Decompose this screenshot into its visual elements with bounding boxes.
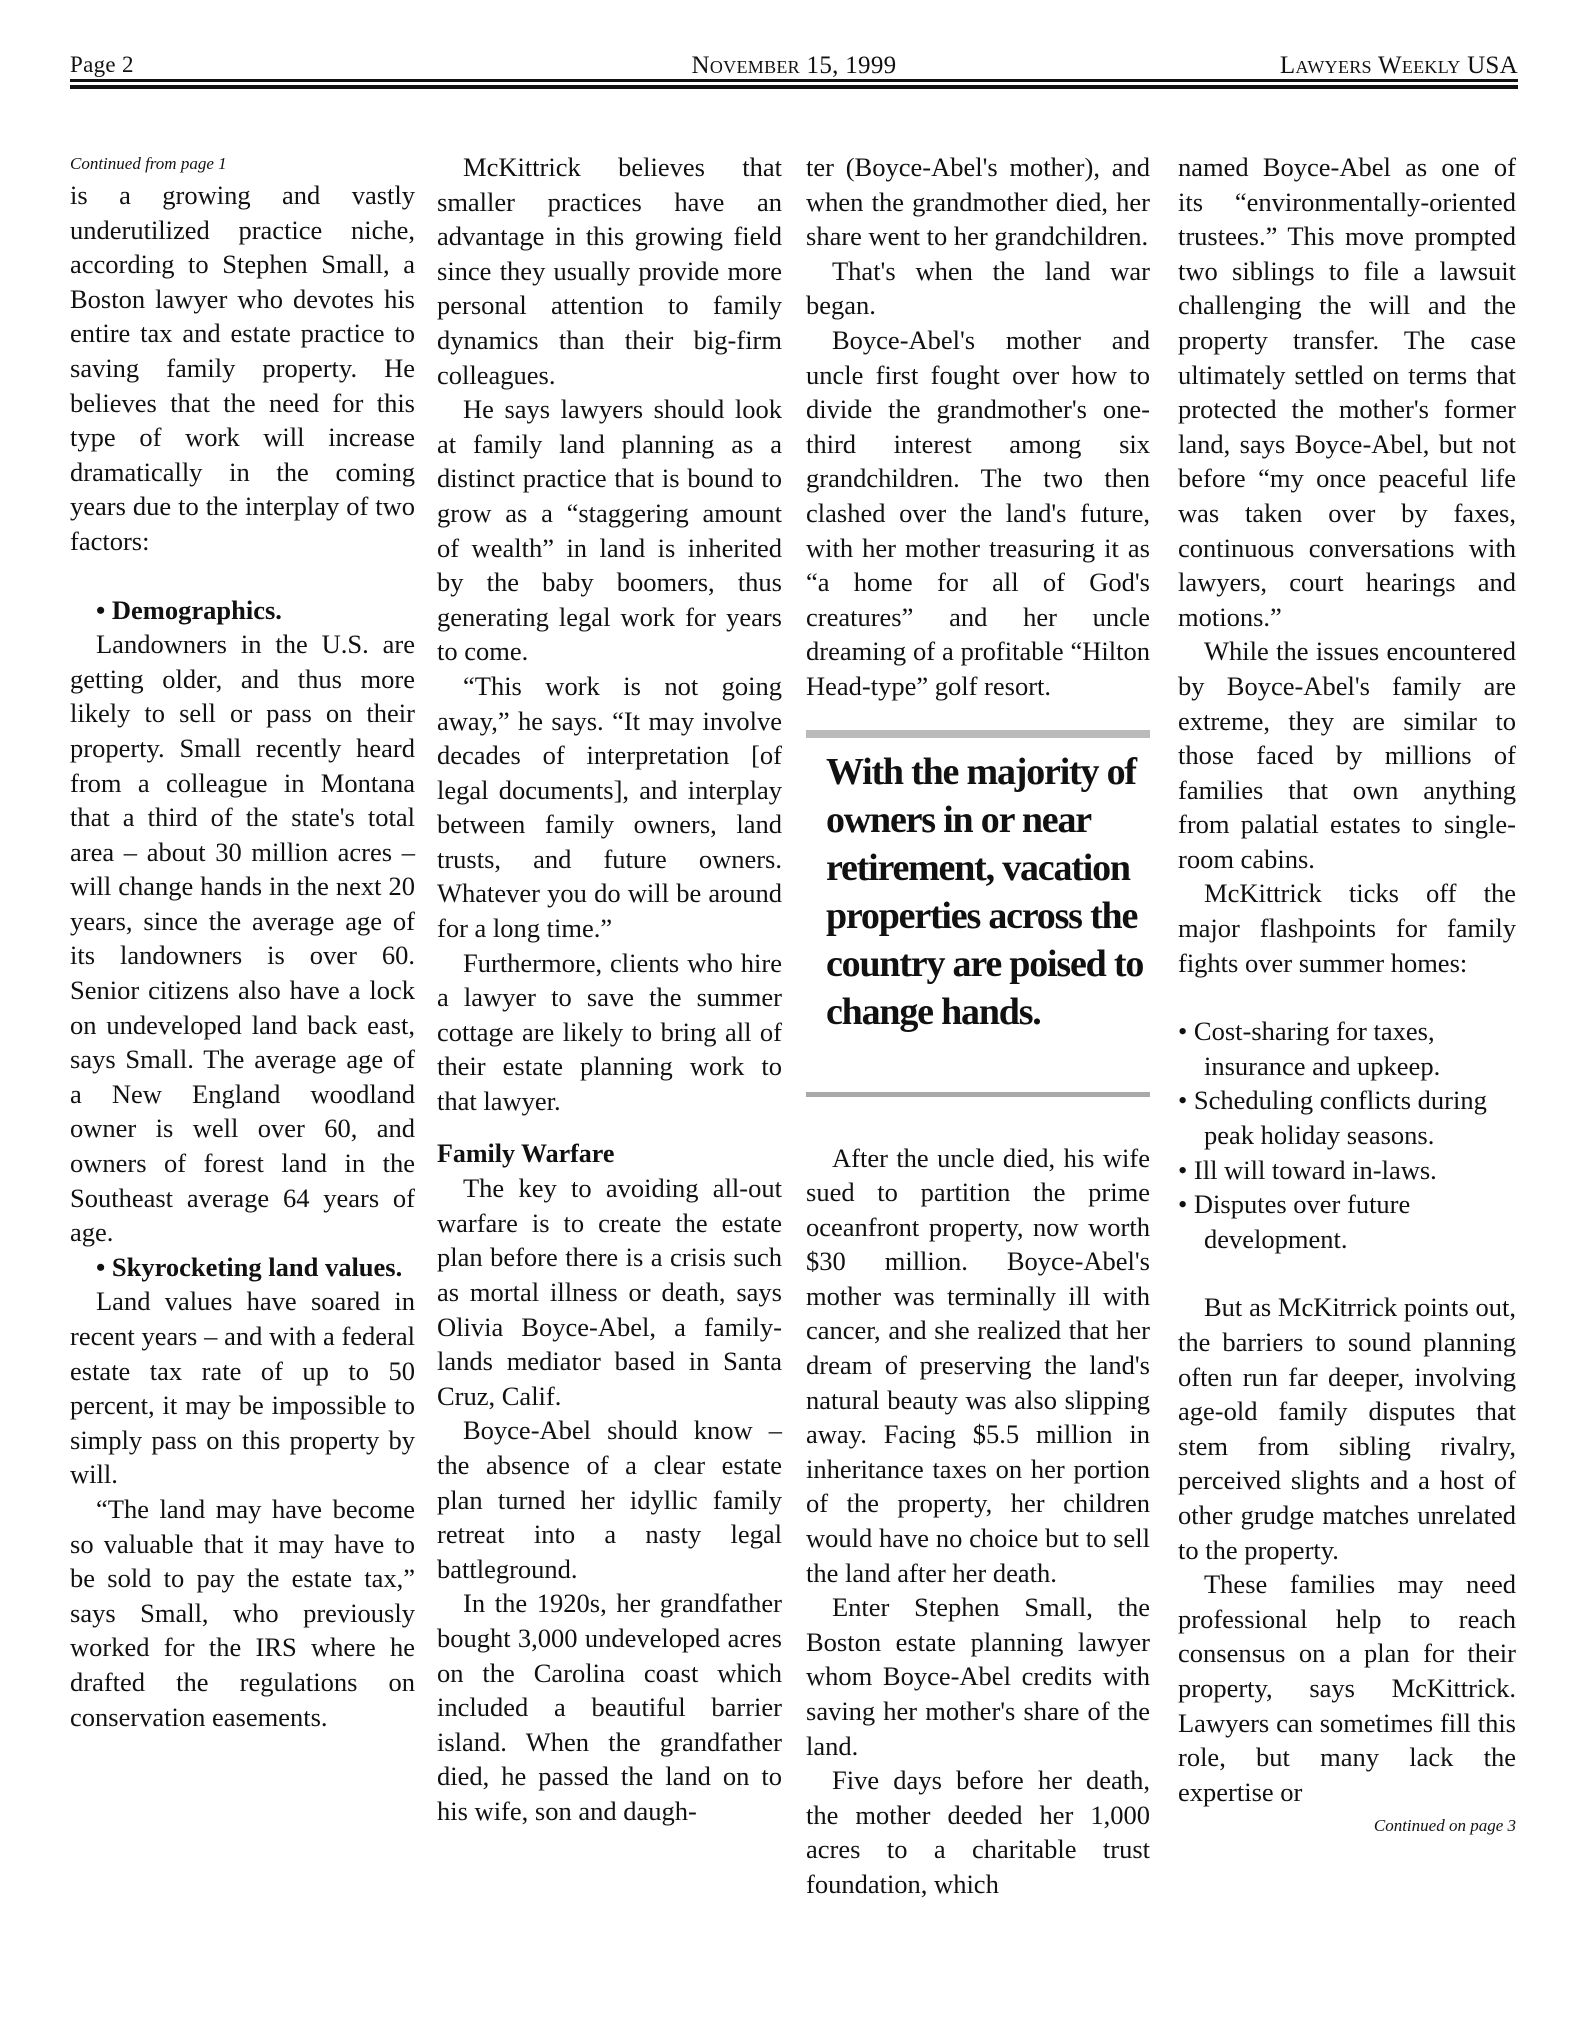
continued-from-label: Continued from page 1 xyxy=(70,154,227,173)
list-item: • Disputes over future development. xyxy=(1178,1189,1411,1254)
header-rule-thin xyxy=(70,79,1518,82)
paragraph: Landowners in the U.S. are getting older, and thus more likely to sell or pass on their property. Small recently heard from a colleague in Montana that a third of the state's total area – about 30 million acres – will change hands in the next 20 years, since the average age of its landowners is over 60. Senior citizens also have a lock on undeveloped land back east, says Small. The average age of a New England woodland owner is well over 60, and owners of forest land in the Southeast average 64 years of age. xyxy=(70,629,415,1248)
bullet-heading-demographics: • Demographics. xyxy=(96,594,282,625)
paragraph: These families may need professional help to reach consensus on a plan for their property, says McKittrick. Lawyers can sometimes fill this role, but many lack the expertise or xyxy=(1178,1569,1516,1807)
pull-quote-text: With the majority of owners in or near retirement, vacation properties across the country are poised to change hands. xyxy=(826,750,1144,1033)
column-1 xyxy=(70,150,415,1734)
paragraph: After the uncle died, his wife sued to partition the prime oceanfront property, now worth $30 million. Boyce-Abel's mother was terminally ill with cancer, and she realized that her dream of preserving the land's natural beauty was also slipping away. Facing $5.5 million in inheritance taxes on her portion of the property, her children would have no choice but to sell the land after her death. xyxy=(806,1142,1150,1588)
paragraph: That's when the land war began. xyxy=(806,255,1150,321)
paragraph: The key to avoiding all-out warfare is to create the estate plan before there is a crisis such as mortal illness or death, says Olivia Boyce-Abel, a family-lands mediator based in Santa Cruz, Calif. xyxy=(437,1173,782,1411)
pull-quote xyxy=(806,730,1150,1036)
list-item: • Ill will toward in-laws. xyxy=(1178,1154,1437,1185)
bullet-heading-land-values: • Skyrocketing land values. xyxy=(96,1251,403,1282)
paragraph: ter (Boyce-Abel's mother), and when the grandmother died, her share went to her grandchildren. xyxy=(806,152,1150,252)
column-4 xyxy=(1178,150,1516,1837)
spacer xyxy=(1178,980,1516,1014)
paragraph: “This work is not going away,” he says. “It may involve decades of interpretation [of legal documents], and interplay between family owners, land trusts, and future owners. Whatever you do will be around for a long time.” xyxy=(437,670,782,944)
spacer xyxy=(70,559,415,593)
paragraph: Five days before her death, the mother deeded her 1,000 acres to a charitable trust foundation, which xyxy=(806,1765,1150,1899)
list-item: • Cost-sharing for taxes, insurance and upkeep. xyxy=(1178,1016,1441,1081)
pull-quote-rule xyxy=(806,1092,1150,1097)
paragraph: Boyce-Abel's mother and uncle first fought over how to divide the grandmother's one-third interest among six grandchildren. The two then clashed over the land's future, with her mother treasuring it as “a home for all of God's creatures” and her uncle dreaming of a profitable “Hilton Head-type” golf resort. xyxy=(806,324,1150,701)
flashpoint-list xyxy=(1178,1014,1516,1256)
header-rule-thick xyxy=(70,85,1518,89)
paragraph: McKittrick believes that smaller practices have an advantage in this growing field since they usually provide more personal attention to family dynamics than their big-firm colleagues. xyxy=(437,152,782,390)
column-3 xyxy=(806,150,1150,1902)
continued-on-label: Continued on page 3 xyxy=(1373,1816,1516,1836)
subhead-family-warfare: Family Warfare xyxy=(437,1138,615,1168)
column-2 xyxy=(437,150,782,1829)
spacer xyxy=(1178,1256,1516,1290)
paragraph: While the issues encountered by Boyce-Abel's family are extreme, they are similar to those faced by millions of families that own anything from palatial estates to single-room cabins. xyxy=(1178,636,1516,874)
paragraph: Furthermore, clients who hire a lawyer to save the summer cottage are likely to bring all of their estate planning work to that lawyer. xyxy=(437,947,782,1117)
paragraph: is a growing and vastly underutilized practice niche, according to Stephen Small, a Boston lawyer who devotes his entire tax and estate practice to saving family property. He believes that the need for this type of work will increase dramatically in the coming years due to the interplay of two factors: xyxy=(70,180,415,556)
page-number: Page 2 xyxy=(70,52,134,77)
issue-date: November 15, 1999 xyxy=(691,52,897,79)
paragraph: Land values have soared in recent years – and with a federal estate tax rate of up to 50 percent, it may be impossible to simply pass on this property by will. xyxy=(70,1286,415,1490)
publication-name: Lawyers Weekly USA xyxy=(1279,52,1518,79)
paragraph: Boyce-Abel should know – the absence of a clear estate plan turned her idyllic family retreat into a nasty legal battleground. xyxy=(437,1415,782,1584)
paragraph: “The land may have become so valuable that it may have to be sold to pay the estate tax,” says Small, who previously worked for the IRS where he drafted the regulations on conservation easements. xyxy=(70,1493,415,1732)
paragraph: He says lawyers should look at family land planning as a distinct practice that is bound to grow as a “staggering amount of wealth” in land is inherited by the baby boomers, thus generating legal work for years to come. xyxy=(437,394,782,667)
paragraph: In the 1920s, her grandfather bought 3,000 undeveloped acres on the Carolina coast which included a beautiful barrier island. When the grandfather died, he passed the land on to his wife, son and daugh- xyxy=(437,1588,782,1826)
paragraph: But as McKitrrick points out, the barriers to sound planning often run far deeper, involving age-old family disputes that stem from sibling rivalry, perceived slights and a host of other grudge matches unrelated to the property. xyxy=(1178,1292,1516,1565)
paragraph: named Boyce-Abel as one of its “environmentally-oriented trustees.” This move prompted two siblings to file a lawsuit challenging the will and the property transfer. The case ultimately settled on terms that protected the mother's former land, says Boyce-Abel, but not before “my once peaceful life was taken over by faxes, continuous conversations with lawyers, court hearings and motions.” xyxy=(1178,152,1516,632)
paragraph: Enter Stephen Small, the Boston estate planning lawyer whom Boyce-Abel credits with saving her mother's share of the land. xyxy=(806,1592,1150,1761)
list-item: • Scheduling conflicts during peak holiday seasons. xyxy=(1178,1085,1487,1151)
paragraph: McKittrick ticks off the major flashpoints for family fights over summer homes: xyxy=(1178,878,1516,978)
